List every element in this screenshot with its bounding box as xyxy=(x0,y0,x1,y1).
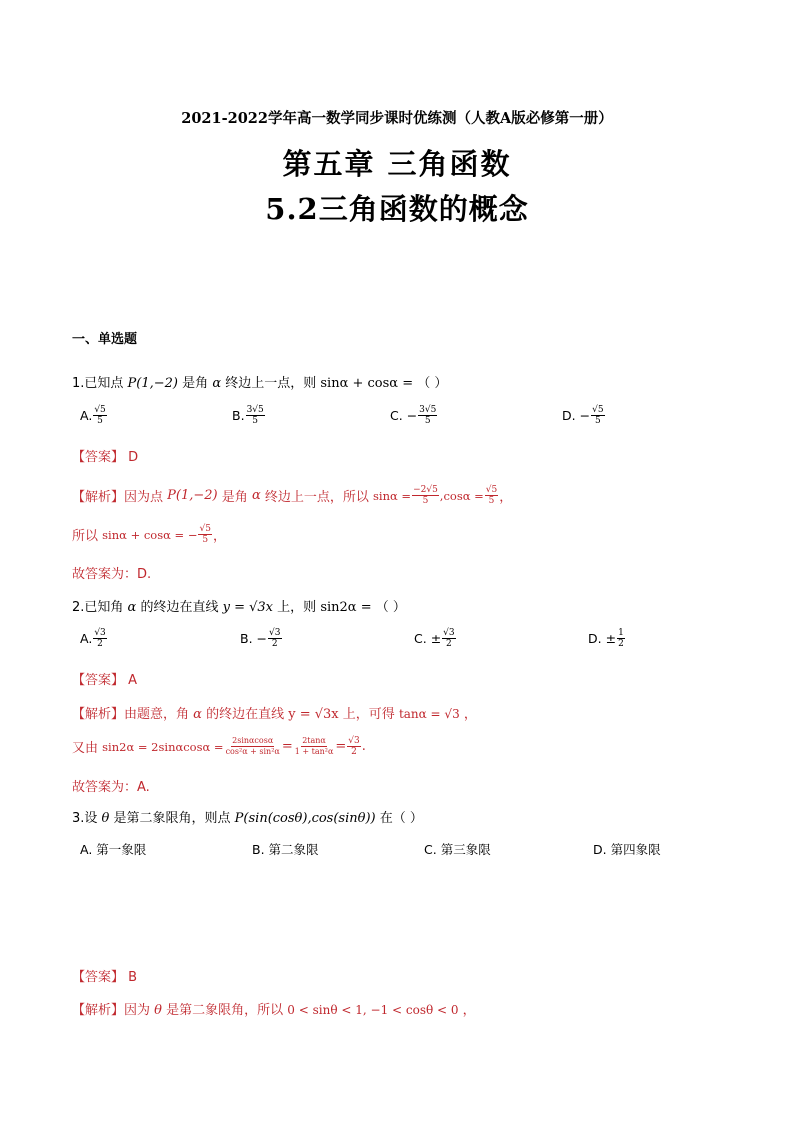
q1-option-c[interactable]: C. − $\frac{3√5}{5}$ xyxy=(390,405,437,426)
q1-analysis-line1: 【解析】 因为点 P(1,−2) 是角 α 终边上一点，所以 sinα = $\frac{-2√5}{5}$ ,cosα = $\frac{√5}{5}$ ， xyxy=(72,485,513,506)
q2-analysis-line1: 【解析】由题意，角 α 的终边在直线 y = √3x 上，可得 tanα = √3 ， xyxy=(72,707,477,722)
chapter-title: 第五章 三角函数 xyxy=(282,147,512,181)
q2-option-a[interactable]: A. $\frac{√3}{2}$ xyxy=(80,628,106,649)
q3-answer: 【答案】 B xyxy=(72,970,138,985)
q1-option-a[interactable]: A. $\frac{√5}{5}$ xyxy=(80,405,106,426)
q2-option-d[interactable]: D. ± $\frac{1}{2}$ xyxy=(588,628,624,649)
q1-analysis-line2: 所以 sinα + cosα = − $\frac{√5}{5}$ ， xyxy=(72,524,226,545)
q3-option-a[interactable]: A. 第一象限 xyxy=(80,841,147,857)
q3-option-d[interactable]: D. 第四象限 xyxy=(593,841,661,857)
q3-option-b[interactable]: B. 第二象限 xyxy=(252,841,319,857)
q1-option-d[interactable]: D. − $\frac{√5}{5}$ xyxy=(562,405,604,426)
q2-conclusion: 故答案为：A. xyxy=(72,780,150,795)
q1-conclusion: 故答案为：D. xyxy=(72,567,152,582)
part-heading: 一、单选题 xyxy=(72,332,138,347)
question-3-stem: 3.设 θ 是第二象限角，则点 P(sin(cosθ),cos(sinθ)) 在（ ） xyxy=(72,811,423,826)
q1-answer: 【答案】 D xyxy=(72,450,139,465)
q2-option-c[interactable]: C. ± $\frac{√3}{2}$ xyxy=(414,628,455,649)
question-2-stem: 2.已知角 α 的终边在直线 y = √3x 上，则 sin2α = （ ） xyxy=(72,600,406,615)
q2-option-b[interactable]: B. − $\frac{√3}{2}$ xyxy=(240,628,281,649)
document-header: 2021-2022学年高一数学同步课时优练测（人教A版必修第一册） xyxy=(181,110,613,127)
question-1-stem: 1.已知点 P(1,−2) 是角 α 终边上一点，则 sinα + cosα = （ ） xyxy=(72,376,448,391)
q2-answer: 【答案】 A xyxy=(72,673,138,688)
q3-option-c[interactable]: C. 第三象限 xyxy=(424,841,491,857)
q2-analysis-line2: 又由 sin2α = 2sinαcosα = $\frac{2\sin\alpha\cos\alpha}{\text{cos²α + sin²α}}$ = $\frac{2\tan\alpha}{\text{1 + tan²α}}$ = $\frac{√3}{2}$ . xyxy=(72,736,366,757)
q1-option-b[interactable]: B. $\frac{3√5}{5}$ xyxy=(232,405,264,426)
q3-analysis-line1: 【解析】因为 θ 是第二象限角，所以 0 < sinθ < 1, −1 < cosθ < 0 ， xyxy=(72,1003,476,1018)
section-title: 5.2三角函数的概念 xyxy=(265,192,529,226)
